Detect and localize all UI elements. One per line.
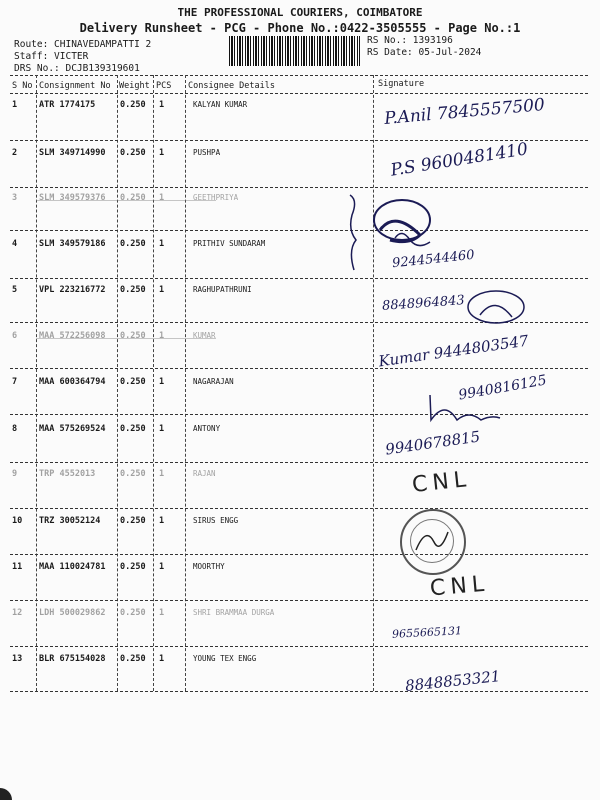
row-pcs: 1 <box>159 562 165 572</box>
drs-number: DRS No.: DCJB139319601 <box>14 63 140 74</box>
row-weight: 0.250 <box>120 148 146 158</box>
row-divider <box>10 368 588 369</box>
row-consignment: MAA 110024781 <box>39 562 106 572</box>
signature-row-5: 8848964843 <box>381 293 466 314</box>
row-consignment: BLR 675154028 <box>39 654 106 664</box>
table-row <box>0 516 600 528</box>
row-pcs: 1 <box>159 331 165 341</box>
table-row <box>0 562 600 574</box>
col-header-sno: S No <box>12 81 33 91</box>
header-bottom-border <box>10 93 588 94</box>
row-weight: 0.250 <box>120 516 146 526</box>
row-consignment: SLM 349714990 <box>39 148 106 158</box>
seal-signature-row-10 <box>410 520 454 560</box>
signature-row-1: P.Anil 7845557500 <box>383 95 546 129</box>
row-weight: 0.250 <box>120 377 146 387</box>
barcode <box>229 36 360 66</box>
strike-through <box>36 338 216 339</box>
signature-scribble-row-7 <box>425 390 505 430</box>
runsheet-subtitle: Delivery Runsheet - PCG - Phone No.:0422-3505555 - Page No.:1 <box>79 21 521 35</box>
row-divider <box>10 554 588 555</box>
strike-through <box>36 200 216 201</box>
row-sno: 6 <box>12 331 18 341</box>
table-row <box>0 654 600 666</box>
cancelled-mark-row-11: CNL <box>429 571 491 602</box>
row-sno: 12 <box>12 608 23 618</box>
row-divider <box>10 462 588 463</box>
row-weight: 0.250 <box>120 654 146 664</box>
table-top-border <box>10 75 588 76</box>
row-pcs: 1 <box>159 424 165 434</box>
row-consignment: ATR 1774175 <box>39 100 96 110</box>
row-divider <box>10 646 588 647</box>
col-header-pcs: PCS <box>156 81 172 91</box>
row-sno: 8 <box>12 424 18 434</box>
row-consignee: YOUNG TEX ENGG <box>193 654 257 663</box>
row-sno: 3 <box>12 193 18 203</box>
staff-label: Staff: VICTER <box>14 51 89 62</box>
row-sno: 7 <box>12 377 18 387</box>
row-consignee: NAGARAJAN <box>193 377 234 386</box>
table-row <box>0 239 600 251</box>
row-consignee: KUMAR <box>193 331 216 340</box>
row-consignment: LDH 500029862 <box>39 608 106 618</box>
row-divider <box>10 600 588 601</box>
row-divider <box>10 508 588 509</box>
row-pcs: 1 <box>159 469 165 479</box>
row-consignment: MAA 575269524 <box>39 424 106 434</box>
corner-mark <box>0 788 12 800</box>
company-title: THE PROFESSIONAL COURIERS, COIMBATORE <box>177 6 423 19</box>
row-consignment: MAA 600364794 <box>39 377 106 387</box>
table-row <box>0 469 600 481</box>
col-header-signature: Signature <box>378 79 425 89</box>
signature-row-12: 9655665131 <box>391 624 463 641</box>
row-pcs: 1 <box>159 285 165 295</box>
row-consignee: ANTONY <box>193 424 221 433</box>
rs-number: RS No.: 1393196 <box>367 35 453 46</box>
route-label: Route: CHINAVEDAMPATTI 2 <box>14 39 152 50</box>
cancelled-mark-row-9: CNL <box>410 466 473 499</box>
row-sno: 2 <box>12 148 18 158</box>
row-sno: 4 <box>12 239 18 249</box>
row-pcs: 1 <box>159 608 165 618</box>
table-bottom-border <box>10 691 588 692</box>
row-consignee: MOORTHY <box>193 562 225 571</box>
signature-row-13: 8848853321 <box>404 667 502 695</box>
signature-loop-row-5 <box>460 285 530 330</box>
signature-row-7: 9940816125 <box>457 372 548 404</box>
row-divider <box>10 230 588 231</box>
row-weight: 0.250 <box>120 608 146 618</box>
row-pcs: 1 <box>159 239 165 249</box>
signature-row-4: 9244544460 <box>391 247 476 272</box>
row-pcs: 1 <box>159 193 165 203</box>
row-consignee: SIRUS ENGG <box>193 516 239 525</box>
row-pcs: 1 <box>159 377 165 387</box>
row-sno: 9 <box>12 469 18 479</box>
row-weight: 0.250 <box>120 424 146 434</box>
table-row <box>0 608 600 620</box>
row-consignee: SHRI BRAMMAA DURGA <box>193 608 275 617</box>
row-pcs: 1 <box>159 148 165 158</box>
row-sno: 10 <box>12 516 23 526</box>
row-sno: 5 <box>12 285 18 295</box>
table-row <box>0 424 600 436</box>
row-weight: 0.250 <box>120 469 146 479</box>
col-header-consignment: Consignment No <box>39 81 111 91</box>
row-consignee: KALYAN KUMAR <box>193 100 248 109</box>
row-divider <box>10 140 588 141</box>
row-divider <box>10 278 588 279</box>
row-consignment: MAA 572256098 <box>39 331 106 341</box>
row-consignee: PUSHPA <box>193 148 221 157</box>
row-consignee: RAGHUPATHRUNI <box>193 285 252 294</box>
signature-row-2: P.S 9600481410 <box>389 139 530 181</box>
col-header-weight: Weight <box>119 81 150 91</box>
row-weight: 0.250 <box>120 239 146 249</box>
row-pcs: 1 <box>159 516 165 526</box>
row-sno: 11 <box>12 562 23 572</box>
row-divider <box>10 187 588 188</box>
signature-row-6: Kumar 9444803547 <box>377 331 530 371</box>
row-consignment: TRZ 30052124 <box>39 516 101 526</box>
row-sno: 1 <box>12 100 18 110</box>
row-consignee: PRITHIV SUNDARAM <box>193 239 266 248</box>
row-weight: 0.250 <box>120 331 146 341</box>
table-row <box>0 193 600 205</box>
row-pcs: 1 <box>159 654 165 664</box>
row-sno: 13 <box>12 654 23 664</box>
row-consignment: SLM 349579376 <box>39 193 106 203</box>
row-weight: 0.250 <box>120 562 146 572</box>
row-weight: 0.250 <box>120 193 146 203</box>
rs-date: RS Date: 05-Jul-2024 <box>367 47 482 58</box>
signature-row-8: 9940678815 <box>384 427 482 459</box>
row-consignee: GEETHPRIYA <box>193 193 239 202</box>
row-pcs: 1 <box>159 100 165 110</box>
row-consignee: RAJAN <box>193 469 216 478</box>
row-consignment: TRP 4552013 <box>39 469 96 479</box>
col-header-consignee: Consignee Details <box>188 81 275 91</box>
row-weight: 0.250 <box>120 100 146 110</box>
row-consignment: SLM 349579186 <box>39 239 106 249</box>
row-consignment: VPL 223216772 <box>39 285 106 295</box>
row-weight: 0.250 <box>120 285 146 295</box>
